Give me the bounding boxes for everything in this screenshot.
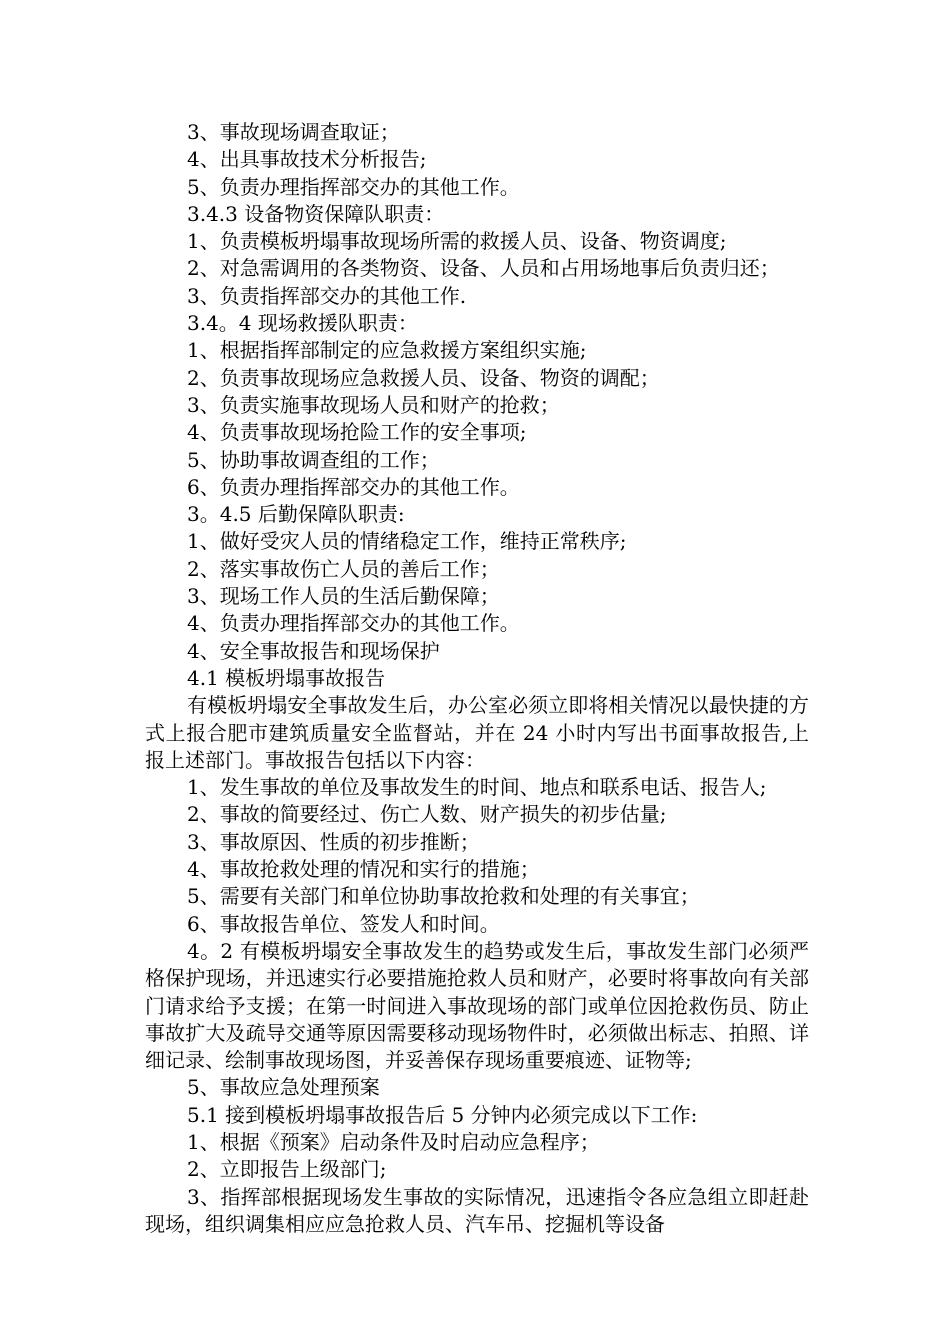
paragraph: 2、对急需调用的各类物资、设备、人员和占用场地事后负责归还； [187, 256, 780, 281]
paragraph: 4、负责事故现场抢险工作的安全事项; [187, 420, 527, 445]
paragraph: 1、发生事故的单位及事故发生的时间、地点和联系电话、报告人; [187, 775, 767, 800]
paragraph: 4、出具事故技术分析报告; [187, 147, 427, 172]
paragraph: 4、负责办理指挥部交办的其他工作。 [187, 611, 520, 636]
paragraph: 1、根据指挥部制定的应急救援方案组织实施; [187, 338, 587, 363]
paragraph: 6、负责办理指挥部交办的其他工作。 [187, 474, 520, 499]
paragraph: 5、需要有关部门和单位协助事故抢救和处理的有关事宜； [187, 884, 700, 909]
paragraph: 3、事故原因、性质的初步推断； [187, 829, 480, 854]
paragraph: 2、事故的简要经过、伤亡人数、财产损失的初步估量; [187, 802, 667, 827]
paragraph: 1、根据《预案》启动条件及时启动应急程序； [187, 1129, 600, 1154]
paragraph: 4。2 有模板坍塌安全事故发生的趋势或发生后，事故发生部门必须严格保护现场，并迅速实行必要措施抢救人员和财产，必要时将事故向有关部门请求给予支援；在第一时间进入事故现场的部门或单位因抢救伤员、防止事故扩大及疏导交通等原因需要移动现场物件时，必须做出标志、拍照、详细记录、绘制事故现场图，并妥善保存现场重要痕迹、证物等; [145, 938, 809, 1073]
paragraph: 1、做好受灾人员的情绪稳定工作，维持正常秩序; [187, 529, 627, 554]
paragraph: 3、现场工作人员的生活后勤保障； [187, 584, 500, 609]
paragraph: 3、负责实施事故现场人员和财产的抢救； [187, 392, 560, 417]
paragraph: 2、负责事故现场应急救援人员、设备、物资的调配； [187, 365, 660, 390]
paragraph: 有模板坍塌安全事故发生后，办公室必须立即将相关情况以最快捷的方式上报合肥市建筑质量安全监督站，并在 24 小时内写出书面事故报告,上报上述部门。事故报告包括以下内容： [145, 693, 809, 772]
section-heading: 3。4.5 后勤保障队职责: [187, 502, 405, 527]
paragraph: 1、负责模板坍塌事故现场所需的救援人员、设备、物资调度; [187, 229, 727, 254]
paragraph: 5、负责办理指挥部交办的其他工作。 [187, 174, 520, 199]
section-heading: 5、事故应急处理预案 [187, 1075, 380, 1100]
section-heading: 4.1 模板坍塌事故报告 [187, 665, 386, 690]
section-heading: 5.1 接到模板坍塌事故报告后 5 分钟内必须完成以下工作: [187, 1102, 698, 1127]
section-heading: 3.4。4 现场救援队职责： [187, 311, 418, 336]
section-heading: 3.4.3 设备物资保障队职责： [187, 201, 445, 226]
paragraph: 3、指挥部根据现场发生事故的实际情况，迅速指令各应急组立即赶赴现场，组织调集相应应急抢救人员、汽车吊、挖掘机等设备 [145, 1184, 809, 1236]
paragraph: 2、立即报告上级部门; [187, 1157, 387, 1182]
paragraph: 6、事故报告单位、签发人和时间。 [187, 911, 500, 936]
paragraph: 3、事故现场调查取证； [187, 120, 400, 144]
paragraph: 3、负责指挥部交办的其他工作. [187, 283, 467, 308]
paragraph: 4、事故抢救处理的情况和实行的措施； [187, 857, 540, 882]
paragraph: 2、落实事故伤亡人员的善后工作； [187, 556, 500, 581]
section-heading: 4、安全事故报告和现场保护 [187, 638, 440, 663]
paragraph: 5、协助事故调查组的工作； [187, 447, 440, 472]
document-page [145, 119, 809, 1238]
